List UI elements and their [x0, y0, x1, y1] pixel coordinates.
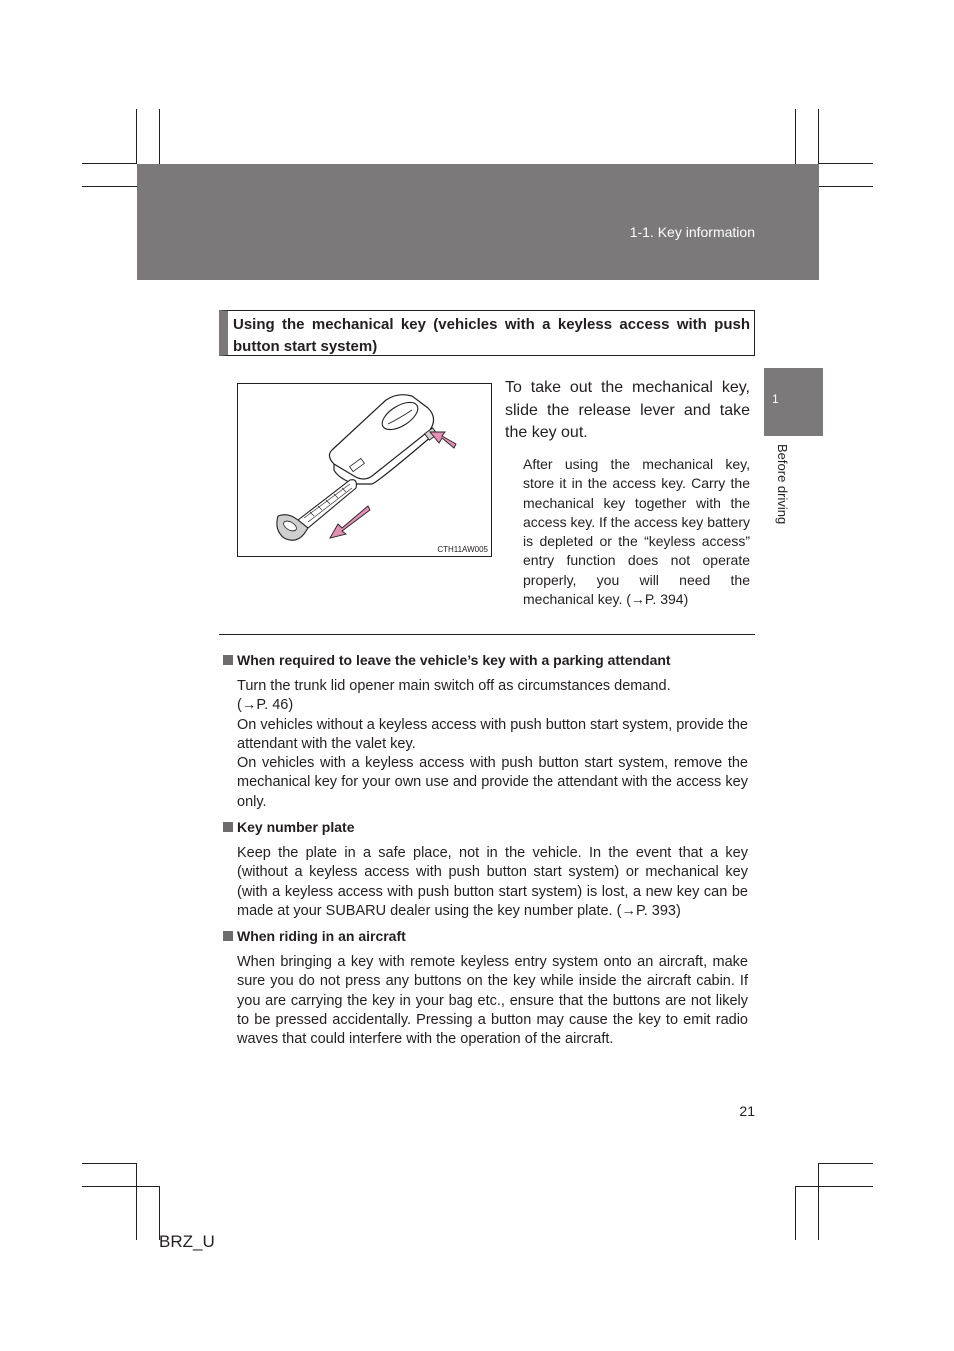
paragraph [237, 844, 748, 921]
chapter-tab [764, 368, 823, 436]
subheading-text: When riding in an aircraft [237, 928, 406, 944]
paragraph-line: On vehicles with a keyless access with push button start system, remove the mechanical key for your own use and provide the attendant with the access key only. [237, 755, 748, 810]
footer-code: BRZ_U [159, 1232, 215, 1251]
figure-code: CTH11AW005 [437, 545, 488, 554]
square-bullet-icon [223, 822, 233, 832]
subheading [223, 819, 354, 835]
paragraph [237, 953, 748, 1049]
subheading [223, 928, 406, 944]
header-band [137, 164, 819, 280]
paragraph [237, 677, 748, 812]
mechanical-key-illustration [238, 384, 491, 556]
page-number: 21 [739, 1103, 755, 1119]
section-title: Using the mechanical key (vehicles with a keyless access with push button start system) [219, 310, 755, 356]
paragraph-line: (→P. 46) [237, 697, 294, 714]
paragraph-line: Turn the trunk lid opener main switch off as circumstances demand. [237, 678, 671, 694]
paragraph-line: Keep the plate in a safe place, not in the vehicle. In the event that a key (without a keyless access with push button start system) or mechanical key (with a keyless access with push button start system) is lost, a new key can be made at your SUBARU dealer using the key number plate. (→P. 393) [237, 845, 748, 919]
section-breadcrumb: 1-1. Key information [629, 224, 755, 240]
instruction-text: To take out the mechanical key, slide the release lever and take the key out. [505, 379, 750, 441]
square-bullet-icon [223, 655, 233, 665]
subheading-text: When required to leave the vehicle’s key with a parking attendant [237, 652, 671, 668]
chapter-number: 1 [772, 392, 779, 406]
key-illustration [237, 383, 492, 557]
subheading-text: Key number plate [237, 819, 355, 835]
divider [219, 634, 755, 635]
paragraph-line: When bringing a key with remote keyless entry system onto an aircraft, make sure you do not press any buttons on the key while inside the aircraft cabin. If you are carrying the key in your bag etc., ensure that the buttons are not likely to be pressed accidentally. Pressing a button may cause the key to emit radio waves that could interfere with the operation of the aircraft. [237, 954, 748, 1048]
square-bullet-icon [223, 931, 233, 941]
chapter-label: Before driving [775, 444, 790, 525]
note-text: After using the mechanical key, store it in the access key. Carry the mechanical key together with the access key. If the access key battery is depleted or the “keyless access” entry function does not operate properly, you will need the mechanical key. (→P. 394) [523, 456, 750, 608]
subheading [223, 652, 671, 668]
paragraph-line: On vehicles without a keyless access with push button start system, provide the attendant with the valet key. [237, 716, 748, 752]
